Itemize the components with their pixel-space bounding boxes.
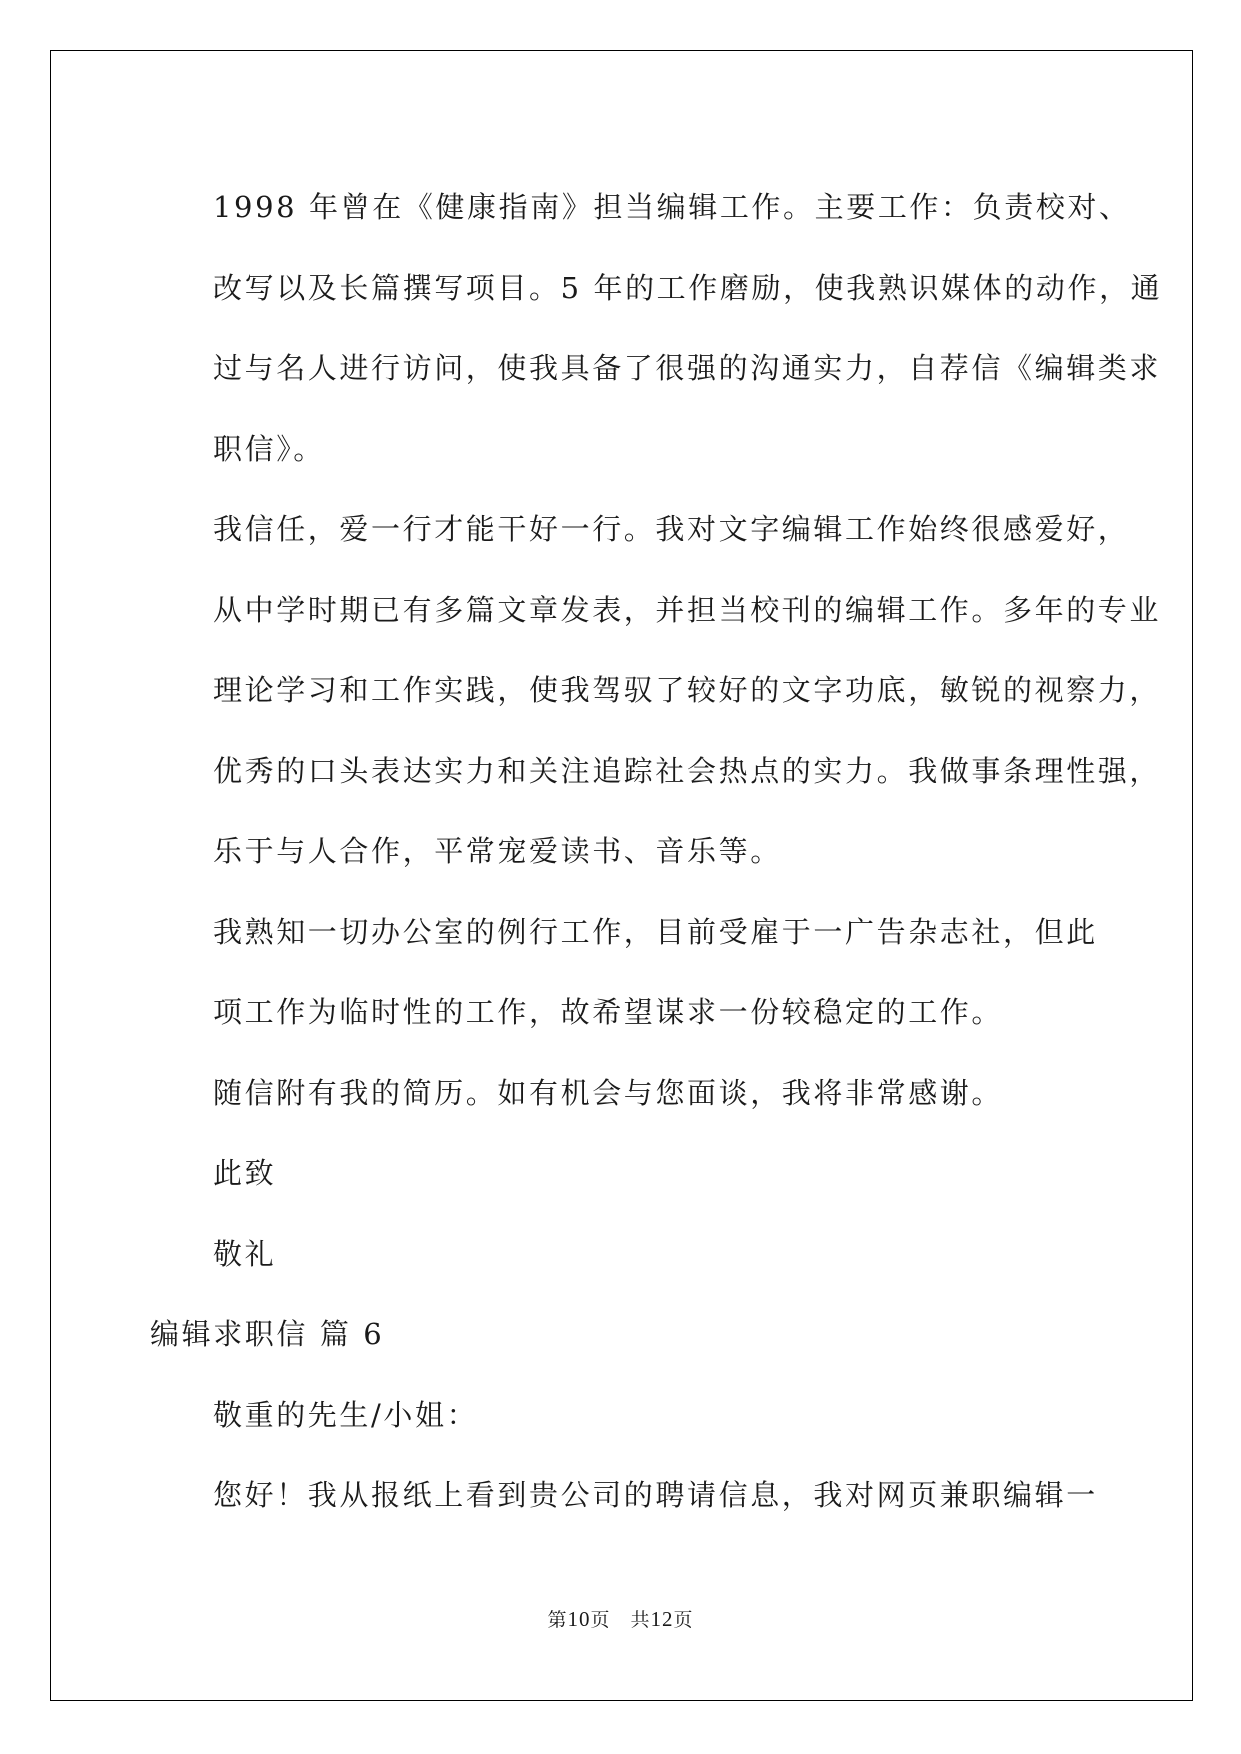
paragraph-current-job: [150, 892, 1100, 1053]
text-line: 敬礼: [213, 1236, 277, 1271]
letter-body: [150, 167, 1163, 1536]
current-page-number: 10: [567, 1607, 591, 1631]
text-line: 1998 年曾在《健康指南》担当编辑工作。主要工作：负责校对、: [213, 190, 1131, 224]
text-line: 编辑求职信 篇 6: [150, 1317, 385, 1351]
closing-salutation: [150, 1133, 1100, 1214]
text-line: 我信任，爱一行才能干好一行。我对文字编辑工作始终很感爱好，: [213, 512, 1130, 546]
paragraph-experience: [150, 167, 1163, 489]
closing-regards: [150, 1214, 1100, 1295]
text-line: 职信》。: [213, 431, 325, 466]
greeting: [150, 1375, 1100, 1456]
footer-middle: 页 共: [590, 1609, 651, 1631]
paragraph-intro: [150, 1455, 1100, 1536]
text-line: 此致: [213, 1156, 277, 1190]
text-line: 项工作为临时性的工作，故希望谋求一份较稳定的工作。: [213, 995, 1004, 1029]
text-line: 过与名人进行访问，使我具备了很强的沟通实力，自荐信《编辑类求: [213, 351, 1162, 385]
text-line: 改写以及长篇撰写项目。5 年的工作磨励，使我熟识媒体的动作，通: [213, 270, 1163, 305]
text-line: 我熟知一切办公室的例行工作，目前受雇于一广告杂志社，但此: [213, 914, 1098, 949]
paragraph-passion: [150, 489, 1162, 892]
text-line: 敬重的先生/小姐：: [213, 1397, 479, 1432]
text-line: 从中学时期已有多篇文章发表，并担当校刊的编辑工作。多年的专业: [213, 592, 1162, 627]
footer-prefix: 第: [547, 1609, 568, 1631]
text-line: 随信附有我的简历。如有机会与您面谈，我将非常感谢。: [213, 1075, 1004, 1110]
text-line: 乐于与人合作，平常宠爱读书、音乐等。: [213, 834, 782, 868]
paragraph-resume-note: [150, 1053, 1100, 1134]
text-line: 优秀的口头表达实力和关注追踪社会热点的实力。我做事条理性强，: [213, 753, 1162, 788]
total-page-number: 12: [650, 1607, 674, 1631]
text-line: 您好！我从报纸上看到贵公司的聘请信息，我对网页兼职编辑一: [213, 1478, 1098, 1512]
text-line: 理论学习和工作实践，使我驾驭了较好的文字功底，敏锐的视察力，: [213, 673, 1162, 707]
page-footer: [0, 1605, 1241, 1632]
section-heading: [150, 1294, 1100, 1375]
footer-suffix: 页: [673, 1609, 694, 1631]
